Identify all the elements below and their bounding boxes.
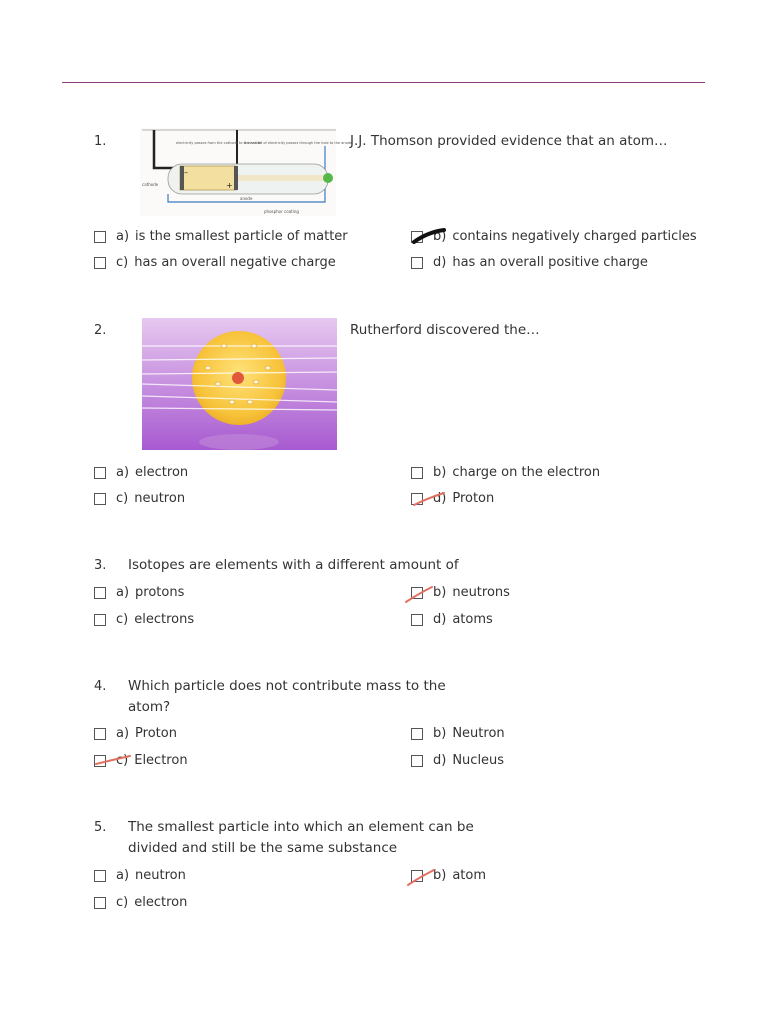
plus-label: +: [226, 181, 233, 190]
q4-option-c[interactable]: c) Electron: [94, 753, 188, 768]
checkbox[interactable]: [411, 614, 423, 626]
q4-option-a[interactable]: a) Proton: [94, 726, 177, 741]
q2-option-d[interactable]: d) Proton: [411, 491, 494, 506]
checkbox[interactable]: [411, 257, 423, 269]
atom-model-image: [142, 318, 337, 450]
q5-option-b[interactable]: b) atom: [411, 868, 486, 883]
q2-option-b[interactable]: b) charge on the electron: [411, 465, 600, 480]
label-anode: anode: [240, 196, 253, 201]
q1-option-c[interactable]: c) has an overall negative charge: [94, 255, 336, 270]
label-top-right: a small bit of electricity passes through the hole to the anode: [244, 141, 353, 145]
checkbox[interactable]: [94, 897, 106, 909]
checkbox[interactable]: [411, 493, 423, 505]
question-2-text: Rutherford discovered the…: [350, 322, 540, 338]
checkbox[interactable]: [411, 870, 423, 882]
checkbox[interactable]: [94, 467, 106, 479]
checkbox[interactable]: [94, 614, 106, 626]
cathode-ray-tube-image: [140, 128, 353, 216]
question-1-text: J.J. Thomson provided evidence that an atom…: [350, 133, 668, 149]
q3-option-d[interactable]: d) atoms: [411, 612, 493, 627]
question-5-text: The smallest particle into which an element can be divided and still be the same substance: [128, 819, 474, 856]
q3-option-a[interactable]: a) protons: [94, 585, 184, 600]
question-4-number: 4.: [94, 679, 107, 694]
question-1-number: 1.: [94, 134, 107, 149]
checkbox[interactable]: [94, 257, 106, 269]
q2-option-a[interactable]: a) electron: [94, 465, 188, 480]
q2-option-c[interactable]: c) neutron: [94, 491, 185, 506]
checkbox[interactable]: [411, 755, 423, 767]
checkbox[interactable]: [94, 870, 106, 882]
checkbox[interactable]: [411, 467, 423, 479]
q1-option-b[interactable]: b) contains negatively charged particles: [411, 229, 697, 244]
checkbox[interactable]: [411, 231, 423, 243]
question-4-text: Which particle does not contribute mass to the atom?: [128, 678, 446, 715]
q5-option-a[interactable]: a) neutron: [94, 868, 186, 883]
minus-label: –: [184, 168, 188, 177]
label-top-left: electricity passes from the cathode to the anode: [176, 141, 262, 145]
checkbox[interactable]: [411, 728, 423, 740]
checkbox[interactable]: [94, 231, 106, 243]
label-cathode: cathode: [142, 182, 159, 187]
checkbox[interactable]: [94, 728, 106, 740]
q3-option-b[interactable]: b) neutrons: [411, 585, 510, 600]
question-2-number: 2.: [94, 323, 107, 338]
header-divider: [62, 82, 705, 83]
q4-option-b[interactable]: b) Neutron: [411, 726, 505, 741]
q5-option-c[interactable]: c) electron: [94, 895, 187, 910]
checkbox[interactable]: [94, 493, 106, 505]
question-5-number: 5.: [94, 820, 107, 835]
q1-option-d[interactable]: d) has an overall positive charge: [411, 255, 648, 270]
question-3-number: 3.: [94, 558, 107, 573]
checkbox[interactable]: [94, 587, 106, 599]
q4-option-d[interactable]: d) Nucleus: [411, 753, 504, 768]
question-3-text: Isotopes are elements with a different amount of: [128, 557, 459, 573]
q1-option-a[interactable]: a) is the smallest particle of matter: [94, 229, 348, 244]
q3-option-c[interactable]: c) electrons: [94, 612, 194, 627]
checkbox[interactable]: [94, 755, 106, 767]
label-coating: phosphor coating: [264, 209, 299, 214]
checkbox[interactable]: [411, 587, 423, 599]
